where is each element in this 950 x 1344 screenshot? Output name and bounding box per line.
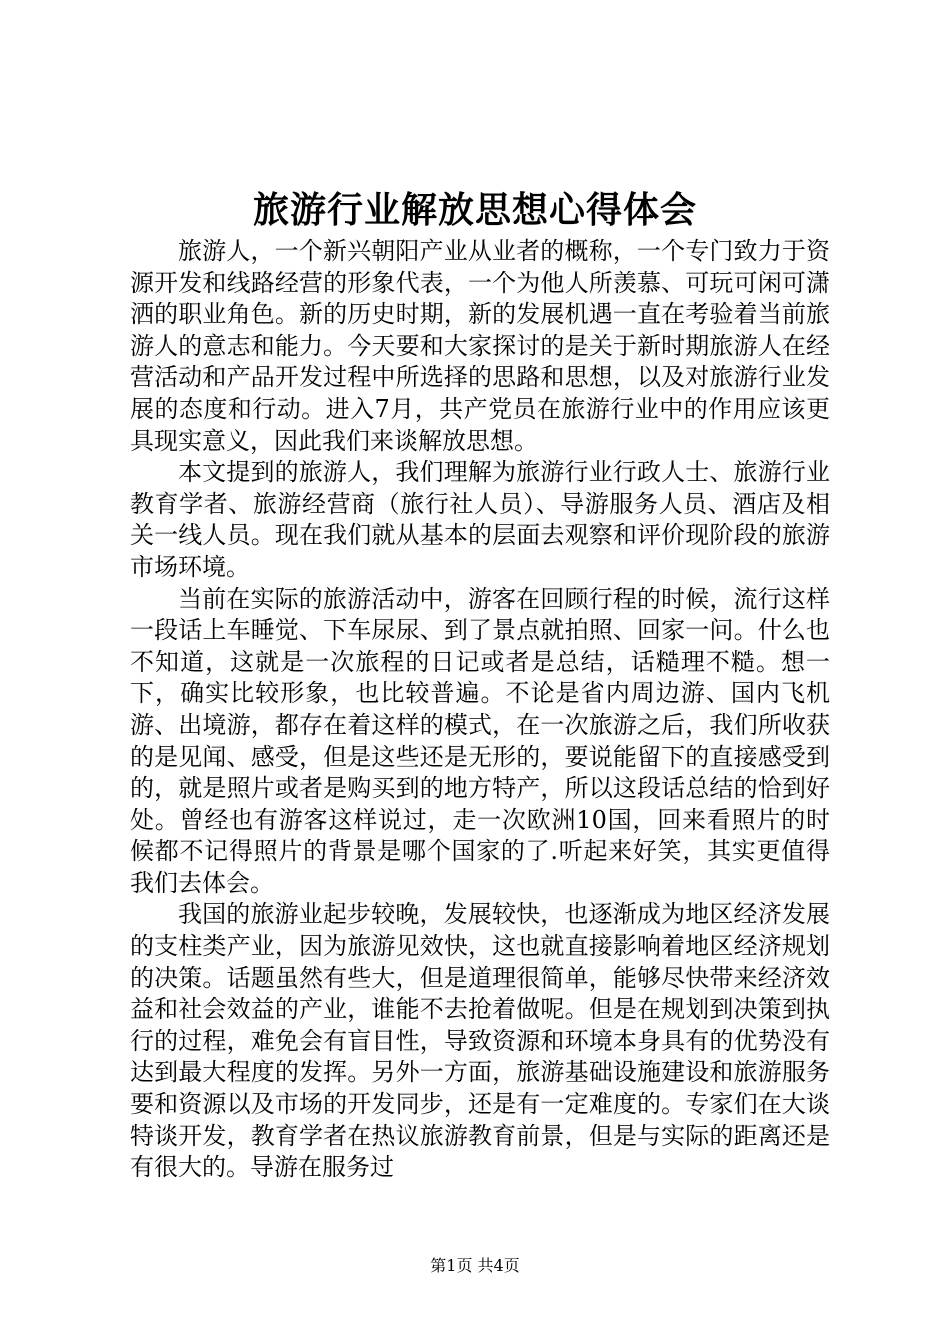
document-title: 旅游行业解放思想心得体会 [252,189,697,231]
paragraph-3: 当前在实际的旅游活动中，游客在回顾行程的时候，流行这样一段话上车睡觉、下车尿尿、到了景点就拍照、回家一问。什么也不知道，这就是一次旅程的日记或者是总结，话糙理不糙。想一下，确实比较形象，也比较普遍。不论是省内周边游、国内飞机游、出境游，都存在着这样的模式，在一次旅游之后，我们所收获的是见闻、感受，但是这些还是无形的，要说能留下的直接感受到的，就是照片或者是购买到的地方特产，所以这段话总结的恰到好处。曾经也有游客这样说过，走一次欧洲10国，回来看照片的时候都不记得照片的背景是哪个国家的了.听起来好笑，其实更值得我们去体会。 [130,584,830,897]
paragraph-1: 旅游人，一个新兴朝阳产业从业者的概称，一个专门致力于资源开发和线路经营的形象代表，一个为他人所羡慕、可玩可闲可潇洒的职业角色。新的历史时期，新的发展机遇一直在考验着当前旅游人的意志和能力。今天要和大家探讨的是关于新时期旅游人在经营活动和产品开发过程中所选择的思路和思想，以及对旅游行业发展的态度和行动。进入7月，共产党员在旅游行业中的作用应该更具现实意义，因此我们来谈解放思想。 [130,237,830,455]
page-number-footer: 第1页 共4页 [430,1256,520,1275]
document-body [130,236,830,1184]
paragraph-2: 本文提到的旅游人，我们理解为旅游行业行政人士、旅游行业教育学者、旅游经营商（旅行社人员）、导游服务人员、酒店及相关一线人员。现在我们就从基本的层面去观察和评价现阶段的旅游市场环境。 [130,458,830,581]
paragraph-4: 我国的旅游业起步较晚，发展较快，也逐渐成为地区经济发展的支柱类产业，因为旅游见效快，这也就直接影响着地区经济规划的决策。话题虽然有些大，但是道理很简单，能够尽快带来经济效益和社会效益的产业，谁能不去抢着做呢。但是在规划到决策到执行的过程，难免会有盲目性，导致资源和环境本身具有的优势没有达到最大程度的发挥。另外一方面，旅游基础设施建设和旅游服务要和资源以及市场的开发同步，还是有一定难度的。专家们在大谈特谈开发，教育学者在热议旅游教育前景，但是与实际的距离还是有很大的。导游在服务过 [130,900,830,1182]
